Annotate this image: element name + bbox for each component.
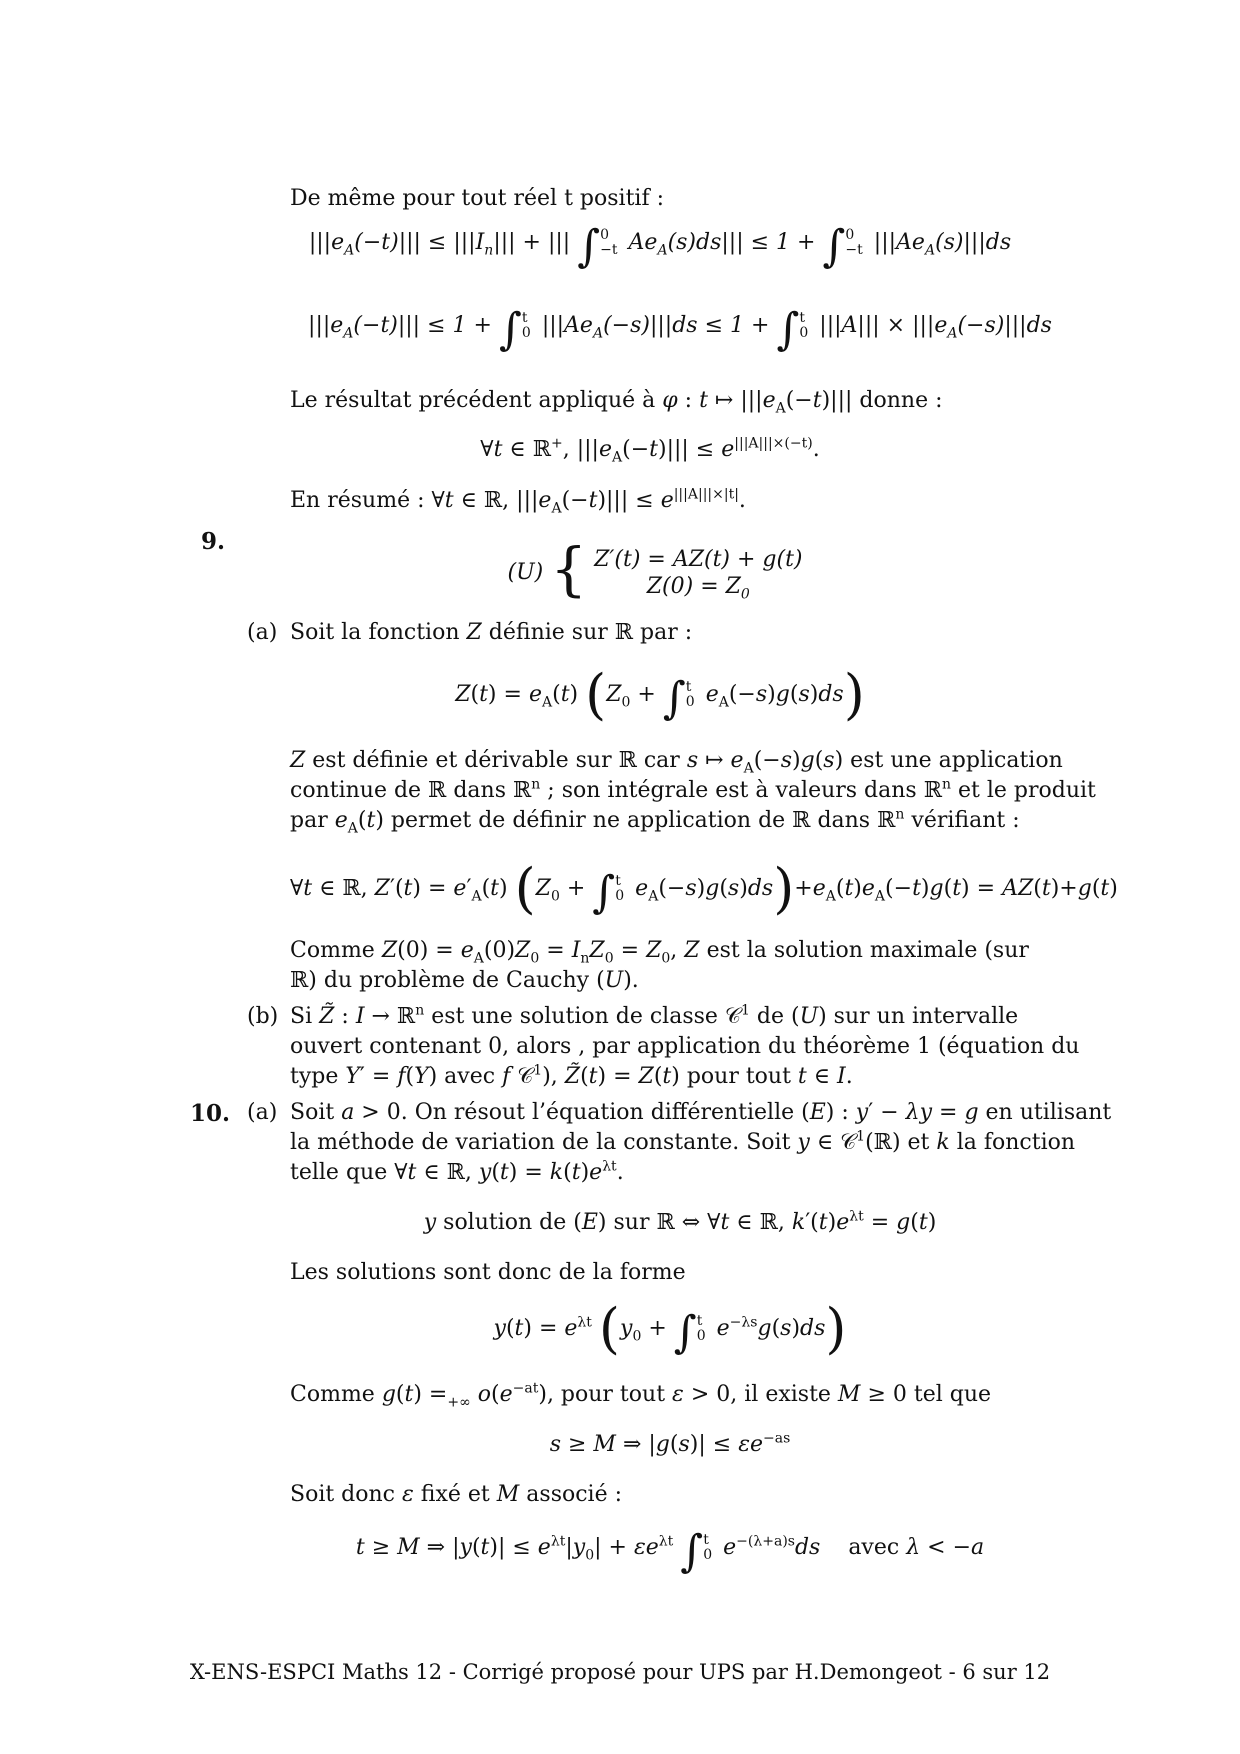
equivalence: y solution de (E) sur ℝ ⇔ ∀t ∈ ℝ, $k'(t)e^{\lambda t} = g(t)$ — [423, 1208, 937, 1235]
question-10-number: 10. — [190, 1100, 231, 1127]
system-label: (U) — [507, 560, 544, 585]
q10-a-line3: telle que ∀t ∈ ℝ, $y(t) = k(t)e^{\lambda t}$. — [290, 1158, 624, 1185]
q10-part-a-label: (a) — [247, 1100, 278, 1125]
fix-line: Soit donc ε fixé et M associé : — [290, 1482, 623, 1507]
result-equation: ∀t ∈ ℝ+, $|||e_A(-t)||| \le e^{|||A|||\times(-t)}$. — [480, 435, 820, 466]
equation-neg-1: $|||e_A(-t)||| \le |||I_n|||$ + ||| ∫0 −t $Ae_A(s)ds||| \le 1 + \int 0$ −t $|||Ae_A(s)|||ds$ — [308, 221, 1012, 272]
q9-a-para2-line1: Comme $Z(0) = e_A(0)Z_0 = I_nZ_0 = Z_0$, Z est la solution maximale (sur — [290, 938, 1029, 967]
equation-neg-2: $|||e_A(-t)||| \le 1 + \int t$ 0 $|||Ae_A(-s)|||ds \le 1 + \int t$ 0 $|||A||| \times |||e_A(-s)|||ds$ — [308, 304, 1052, 355]
q9-b-line2: ouvert contenant 0, alors , par application du théorème 1 (équation du — [290, 1034, 1080, 1059]
q10-a-line1: Soit a > 0. On résout l’équation différentielle (E) : y′ − λy = g en utilisant — [290, 1100, 1112, 1125]
q9-part-a-label: (a) — [247, 620, 278, 645]
page-footer: X-ENS-ESPCI Maths 12 - Corrigé proposé pour UPS par H.Demongeot - 6 sur 12 — [189, 1660, 1051, 1684]
question-9-number: 9. — [201, 528, 226, 555]
final-equation: t ≥ M ⇒ $|y(t)| \le e^{\lambda t}|y_0| + \varepsilon e^{\lambda t}$ ∫t 0 $e^{-(\lambda+a)s}ds$ avec λ < −a — [355, 1526, 985, 1577]
q9-b-line1: Si Z̃ : I → ℝ$^n$ est une solution de classe 𝒞$^1$ de (U) sur un intervalle — [290, 1002, 1019, 1029]
z-derivative: ∀t ∈ ℝ, $Z'(t) = e'_A(t) (Z_0 + \int t$ 0 $e_A(-s)g(s)ds)+e_A(t)e_A(-t)g(t) = AZ(t)+g(t)$ — [290, 857, 1118, 920]
q9-a-para1-line3: par $e_A(t)$ permet de définir ne application de ℝ dans ℝ$^n$ vérifiant : — [290, 806, 1020, 837]
solution-formula: $y(t) = e^{\lambda t}$ ($y_0 + \int t$ 0 $e^{-\lambda s}g(s)ds$) — [493, 1297, 847, 1360]
system-u: (U) { Z′(t) = AZ(t) + g(t) $Z(0) = Z_0$ — [507, 535, 803, 603]
summary-text: En résumé : ∀t ∈ ℝ, $|||e_A(-t)||| \le e^{|||A|||\times|t|}$. — [290, 486, 746, 517]
q9-a-para2-line2: ℝ) du problème de Cauchy (U). — [290, 968, 639, 993]
solutions-intro: Les solutions sont donc de la forme — [290, 1260, 686, 1285]
result-intro: Le résultat précédent appliqué à φ : t ↦ $|||e_A(-t)|||$ donne : — [290, 388, 943, 417]
q9-a-para1-line1: Z est définie et dérivable sur ℝ car s ↦ $e_A(-s)g(s)$ est une application — [290, 748, 1063, 777]
q9-b-line3: type Y′ = f(Y) avec f 𝒞$^1$), Z̃(t) = Z(t) pour tout t ∈ I. — [290, 1062, 853, 1089]
q10-a-line2: la méthode de variation de la constante. Soit y ∈ 𝒞$^1$(ℝ) et k la fonction — [290, 1128, 1076, 1155]
q9-a-para1-line2: continue de ℝ dans ℝ$^n$ ; son intégrale est à valeurs dans ℝ$^n$ et le produit — [290, 776, 1096, 803]
bound-equation: s ≥ M ⇒ $|g(s)| \le \varepsilon e^{-as}$ — [549, 1430, 791, 1457]
intro-text: De même pour tout réel t positif : — [290, 186, 664, 211]
q9-a-intro: Soit la fonction Z définie sur ℝ par : — [290, 620, 693, 645]
z-definition: $Z(t) = e_A(t) (Z_0 + \int t$ 0 $e_A(-s)g(s)ds$) — [455, 663, 865, 726]
q9-part-b-label: (b) — [247, 1004, 279, 1029]
comme-line: Comme $g(t) =_{+\infty}$ $o(e^{-at})$, pour tout ε > 0, il existe M ≥ 0 tel que — [290, 1380, 992, 1411]
